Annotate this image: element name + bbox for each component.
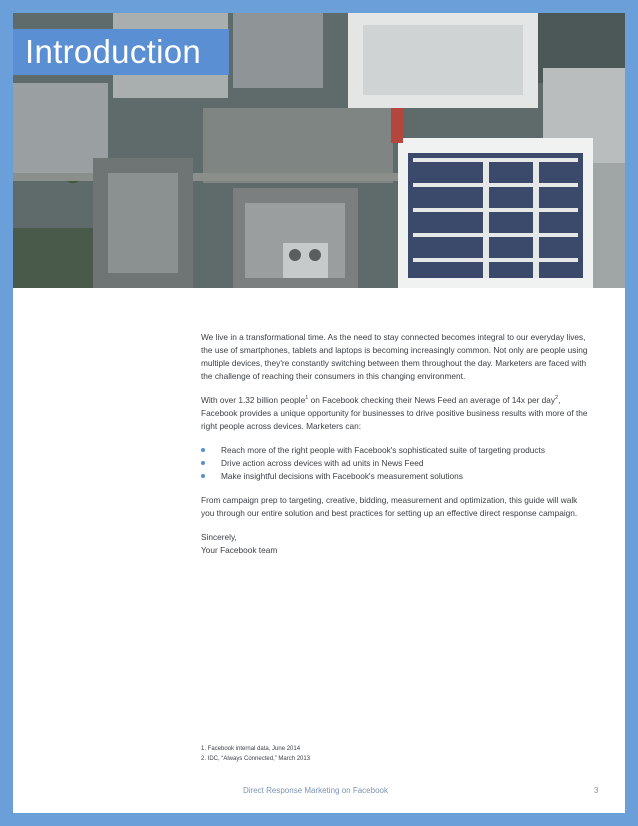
bullet-dot-icon [201,448,205,452]
stats-text-b: on Facebook checking their News Feed an average of 14x per day [308,395,556,405]
stats-text-c: , Facebook provides a unique opportunity for businesses to drive positive business results with more of the right people across devices. Marketers can: [201,395,588,431]
signature-line: Your Facebook team [201,545,278,555]
list-item-text: Make insightful decisions with Facebook's measurement solutions [221,471,463,481]
footnote-1: 1. Facebook internal data, June 2014 [201,746,301,752]
list-item-text: Drive action across devices with ad units in News Feed [221,458,424,468]
guide-paragraph: From campaign prep to targeting, creative, bidding, measurement and optimization, this guide will walk you through our entire solution and best practices for setting up an effective direct response campaign. [201,495,578,518]
footnote-ref-1: 1 [305,395,309,402]
body-text [201,331,591,568]
footnote-2: 2. IDC, “Always Connected,” March 2013 [201,756,311,762]
footer-document-title: Direct Response Marketing on Facebook [243,786,388,795]
stats-text-a: With over 1.32 billion people [201,395,306,405]
footnotes [201,744,501,764]
section-title: Introduction [13,29,229,75]
bullet-dot-icon [201,461,205,465]
hero-aerial-photo [13,13,625,288]
page-number: 3 [594,786,599,795]
document-page [13,13,625,813]
list-item [201,457,591,470]
list-item-text: Reach more of the right people with Facebook's sophisticated suite of targeting products [221,445,545,455]
list-item [201,470,591,483]
stats-paragraph [201,394,591,433]
bullet-dot-icon [201,474,205,478]
closing-line: Sincerely, [201,532,237,542]
footnote-ref-2: 2 [555,395,559,402]
benefits-list [201,444,591,483]
intro-paragraph: We live in a transformational time. As the need to stay connected becomes integral to our everyday lives, the use of smartphones, tablets and laptops is becoming increasingly common. Not only are people using multiple devices, they're constantly switching between them throughout the day. Marketers are faced with the challenge of reaching their consumers in this changing environment. [201,332,588,381]
list-item [201,444,591,457]
